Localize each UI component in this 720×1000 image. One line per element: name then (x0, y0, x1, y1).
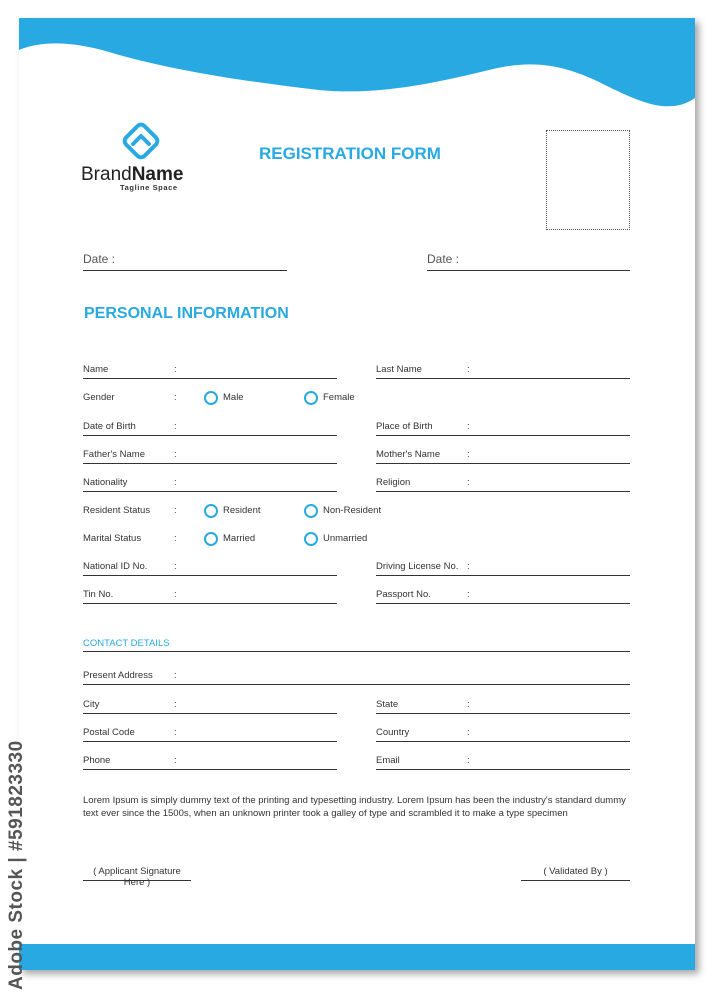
footer-bar (19, 944, 695, 970)
date-field-right[interactable]: Date : (427, 252, 630, 271)
lorem-paragraph: Lorem Ipsum is simply dummy text of the printing and typesetting industry. Lorem Ipsum has been the industry's standard dummy text ever since the 1500s, when an unknown printer took a galley of type and scrambled it to make a type specimen (83, 795, 626, 819)
country-field[interactable]: Country : (376, 727, 630, 742)
mother-name-field[interactable]: Mother's Name : (376, 449, 630, 464)
phone-field[interactable]: Phone : (83, 755, 337, 770)
city-field[interactable]: City : (83, 699, 337, 714)
radio-circle-icon (304, 532, 318, 546)
last-name-field[interactable]: Last Name : (376, 364, 630, 379)
contact-details-title: CONTACT DETAILS (83, 638, 630, 652)
state-field[interactable]: State : (376, 699, 630, 714)
photo-placeholder[interactable] (546, 130, 630, 230)
present-address-field[interactable]: Present Address : (83, 670, 630, 685)
applicant-signature-line[interactable]: ( Applicant Signature Here ) (83, 866, 191, 881)
brand-logo-icon (119, 119, 163, 163)
pob-field[interactable]: Place of Birth : (376, 421, 630, 436)
header-wave (19, 18, 695, 128)
postal-code-field[interactable]: Postal Code : (83, 727, 337, 742)
driving-license-field[interactable]: Driving License No. : (376, 561, 630, 576)
dob-field[interactable]: Date of Birth : (83, 421, 337, 436)
date-field-left[interactable]: Date : (83, 252, 287, 271)
radio-circle-icon (204, 504, 218, 518)
brand-name: BrandName (81, 164, 184, 185)
radio-circle-icon (204, 532, 218, 546)
radio-circle-icon (304, 391, 318, 405)
brand-tagline: Tagline Space (120, 183, 178, 192)
stock-watermark-text: Adobe Stock | #591823330 (6, 740, 27, 990)
personal-info-title: PERSONAL INFORMATION (84, 305, 289, 322)
nationality-field[interactable]: Nationality : (83, 477, 337, 492)
validated-by-line[interactable]: ( Validated By ) (521, 866, 630, 881)
national-id-field[interactable]: National ID No. : (83, 561, 337, 576)
radio-circle-icon (204, 391, 218, 405)
name-field[interactable]: Name : (83, 364, 337, 379)
religion-field[interactable]: Religion : (376, 477, 630, 492)
passport-field[interactable]: Passport No. : (376, 589, 630, 604)
tin-field[interactable]: Tin No. : (83, 589, 337, 604)
radio-circle-icon (304, 504, 318, 518)
email-field[interactable]: Email : (376, 755, 630, 770)
form-title: REGISTRATION FORM (259, 144, 441, 163)
father-name-field[interactable]: Father's Name : (83, 449, 337, 464)
